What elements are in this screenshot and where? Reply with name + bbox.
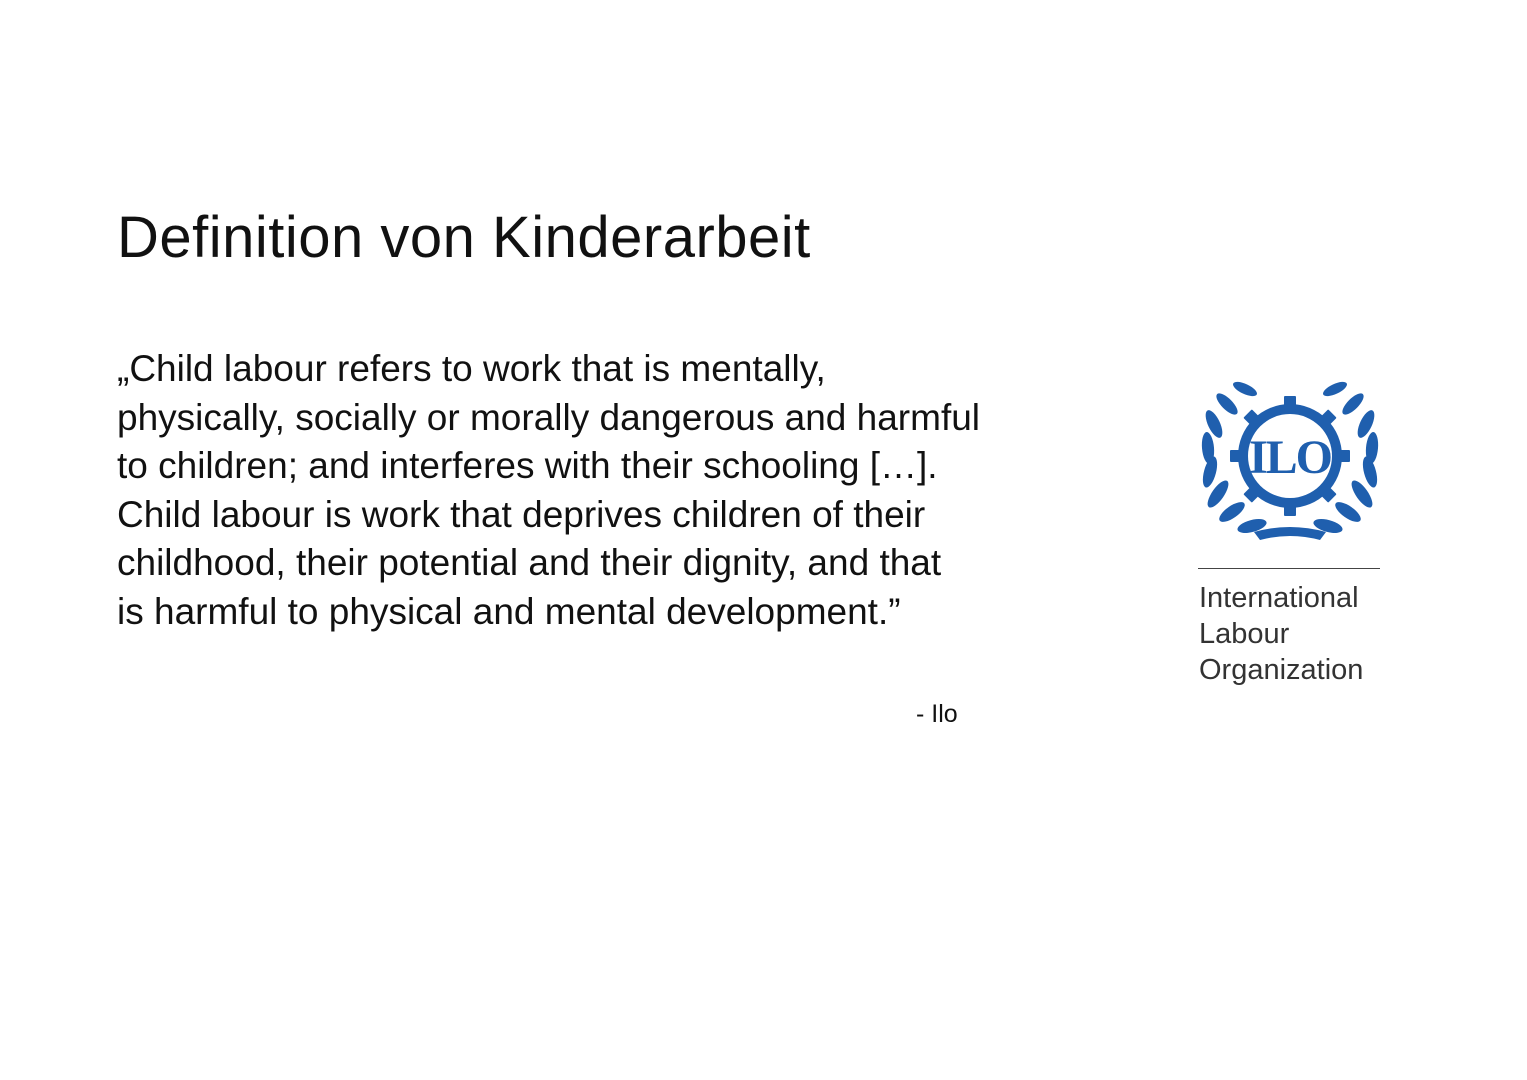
organization-name-line: Organization xyxy=(1199,654,1364,686)
organization-name-line: International xyxy=(1199,582,1359,614)
quote-line: physically, socially or morally dangerous and harmful xyxy=(117,396,981,438)
ilo-emblem-letters: ILO xyxy=(1248,431,1332,484)
ilo-emblem-icon xyxy=(1196,376,1384,542)
quote-line: Child labour is work that deprives children of their xyxy=(117,493,926,535)
definition-quote xyxy=(117,345,1097,636)
logo-divider xyxy=(1198,568,1380,569)
quote-line: is harmful to physical and mental development.” xyxy=(117,590,901,632)
ilo-logo xyxy=(1196,376,1386,686)
quote-line: childhood, their potential and their dignity, and that xyxy=(117,542,942,583)
slide-title: Definition von Kinderarbeit xyxy=(117,205,811,270)
quote-attribution: - Ilo xyxy=(916,700,958,728)
organization-name-line: Labour xyxy=(1199,618,1290,650)
organization-name xyxy=(1199,580,1363,688)
quote-line: to children; and interferes with their schooling […]. xyxy=(117,445,938,486)
quote-line: „Child labour refers to work that is mentally, xyxy=(117,348,826,389)
